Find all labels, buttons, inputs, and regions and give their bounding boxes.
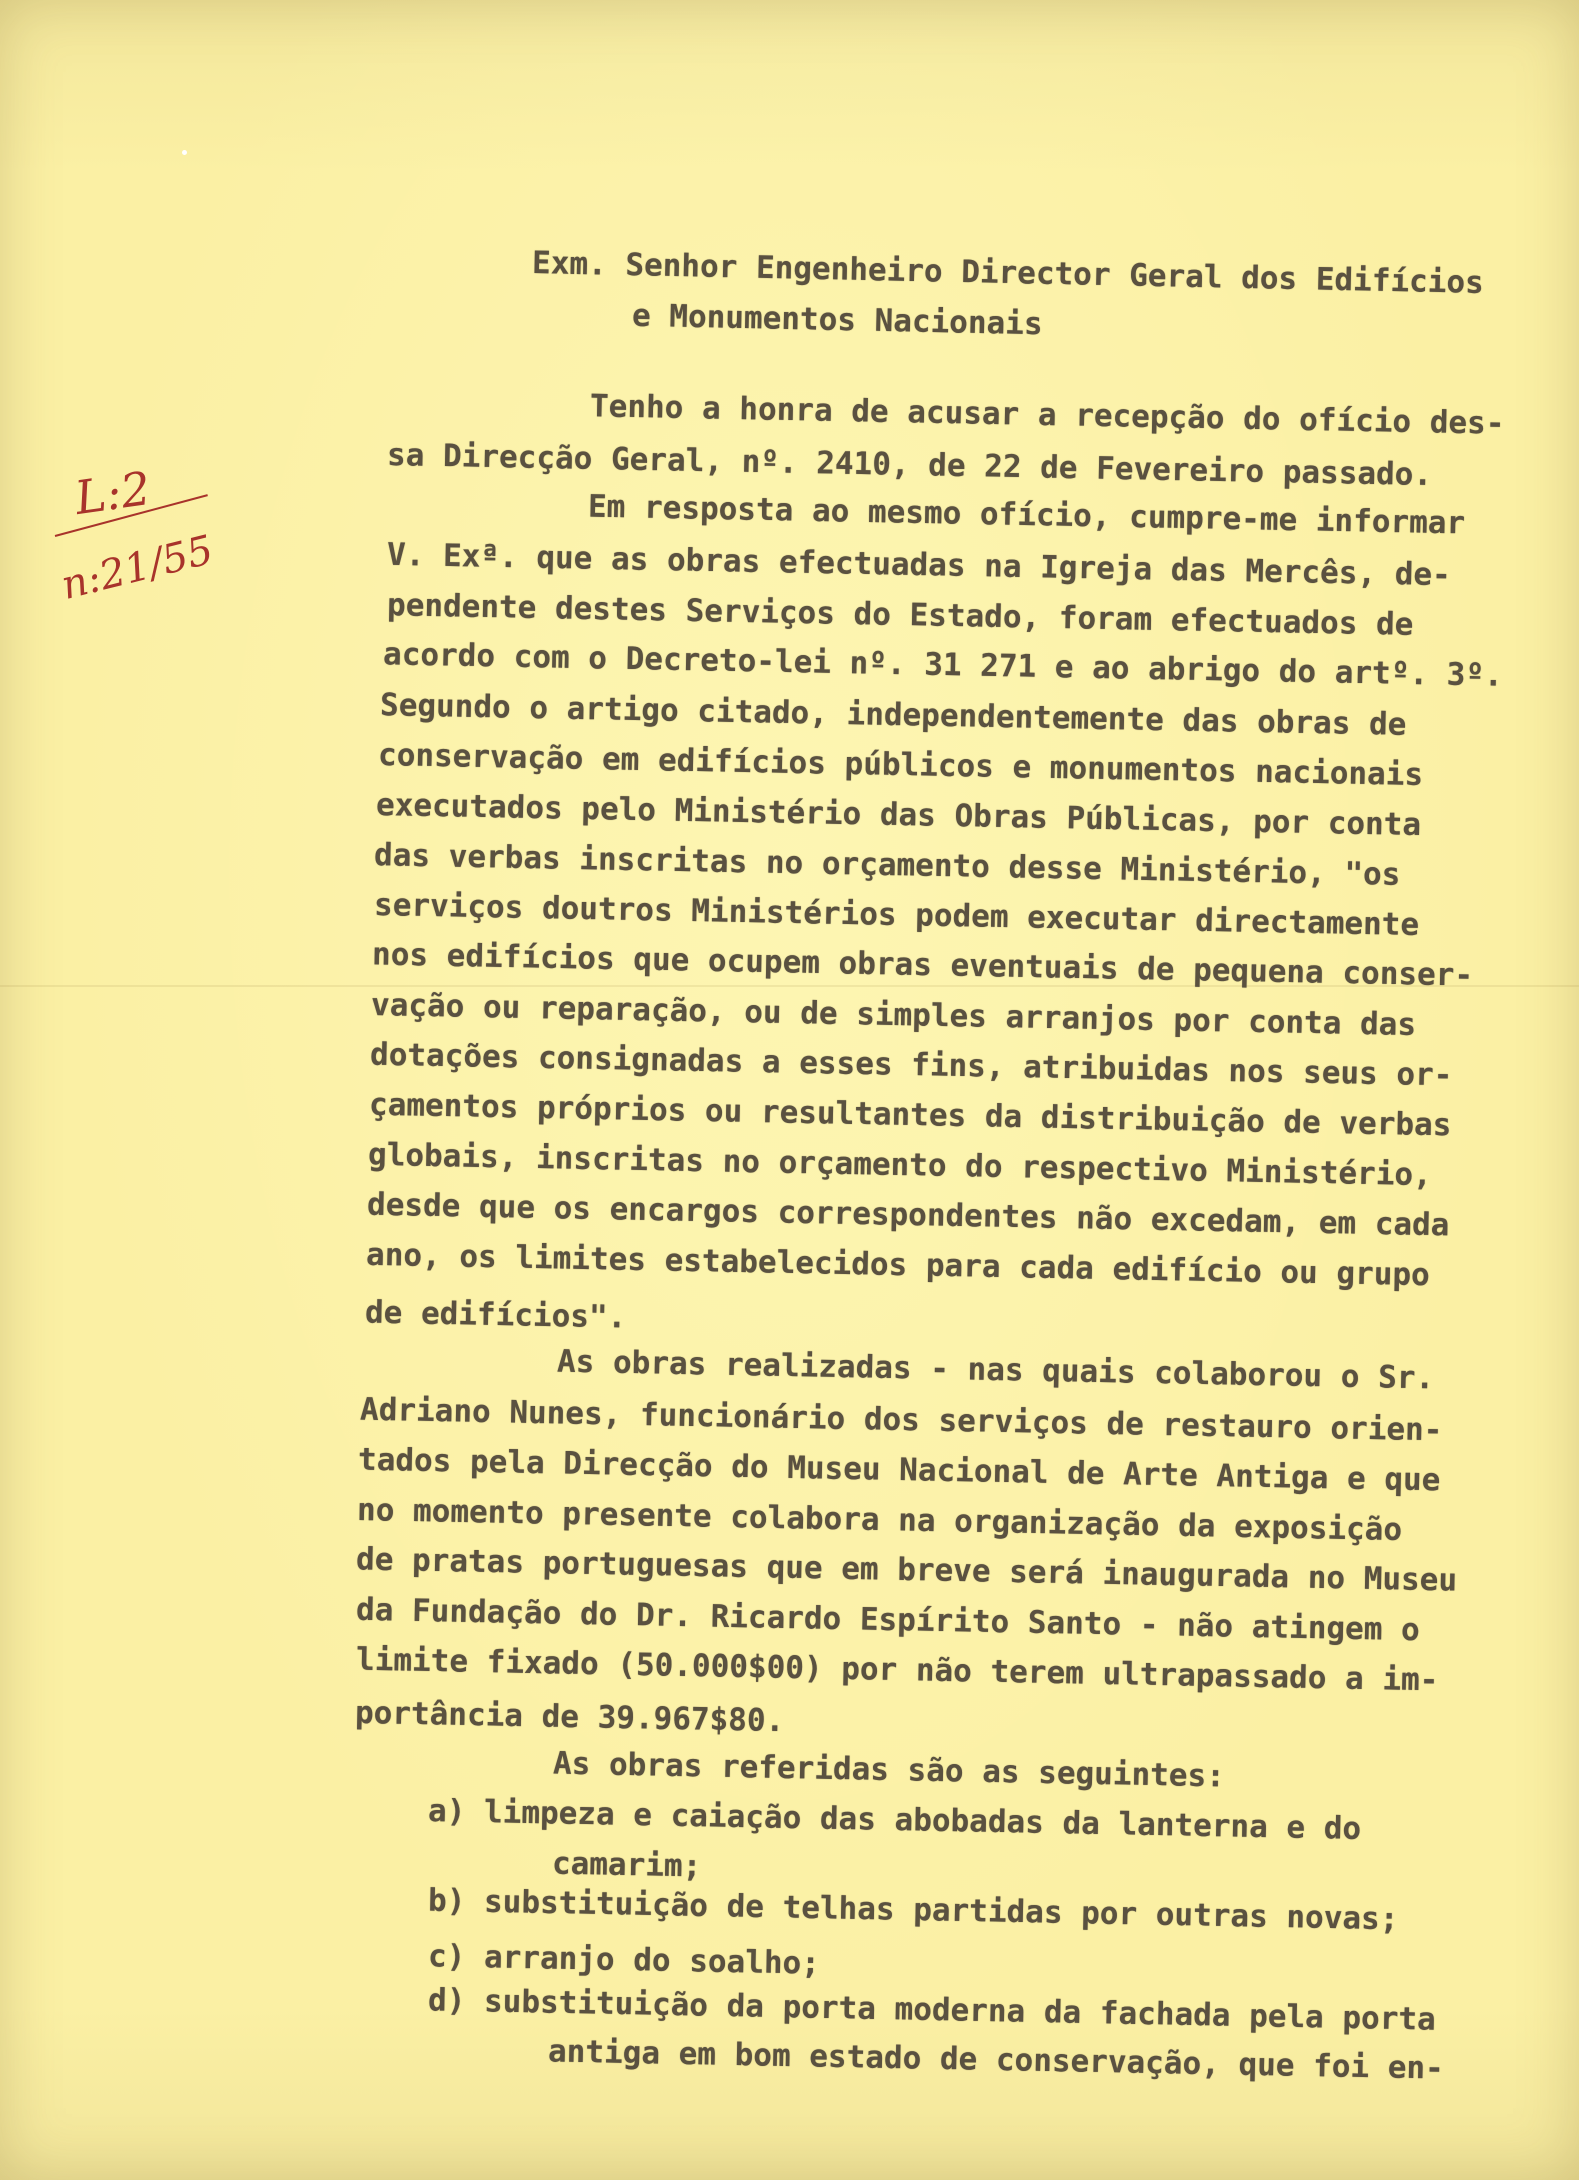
body-line: Tenho a honra de acusar a recepção do ofício des- [589,388,1505,442]
body-line: conservação em edifícios públicos e monumentos nacionais [377,736,1424,794]
margin-note-line2: n:21/55 [56,526,218,610]
body-line: de pratas portuguesas que em breve será inaugurada no Museu [355,1541,1458,1599]
body-line: das verbas inscritas no orçamento desse Ministério, "os [373,837,1401,893]
body-line: limite fixado (50.000$00) por não terem ultrapassado a im- [355,1641,1439,1699]
body-line: As obras referidas são as seguintes: [552,1745,1226,1795]
body-line: antiga em bom estado de conservação, que foi en- [547,2033,1445,2087]
body-line: no momento presente colabora na organização da exposição [356,1491,1403,1549]
body-line: V. Exª. que as obras efectuadas na Igreja das Mercês, de- [386,536,1452,594]
addressee-line-2: e Monumentos Nacionais [631,297,1043,343]
body-line: da Fundação do Dr. Ricardo Espírito Santo - não atingem o [355,1591,1421,1649]
body-line: tados pela Direcção do Museu Nacional de Arte Antiga e que [357,1441,1441,1499]
body-line: As obras realizadas - nas quais colaborou o Sr. [556,1343,1435,1397]
body-line: b) substituição de telhas partidas por outras novas; [427,1882,1399,1938]
body-line: dotações consignadas a esses fins, atribuidas nos seus or- [369,1036,1453,1094]
paper-speck [182,150,187,155]
body-line: d) substituição da porta moderna da fachada pela porta [427,1982,1437,2038]
body-line: Segundo o artigo citado, independentemente das obras de [379,687,1407,743]
addressee-line-1: Exm. Senhor Engenheiro Director Geral dos Edifícios [531,245,1485,301]
body-line: Em resposta ao mesmo ofício, cumpre-me informar [587,488,1466,542]
body-line: sa Direcção Geral, nº. 2410, de 22 de Fevereiro passado. [386,436,1433,494]
body-line: vação ou reparação, ou de simples arranjos por conta das [370,986,1417,1044]
body-line: camarim; [551,1845,702,1885]
body-line: desde que os encargos correspondentes não excedam, em cada [366,1186,1450,1244]
body-line: nos edifícios que ocupem obras eventuais de pequena conser- [371,936,1474,994]
body-line: ano, os limites estabelecidos para cada edifício ou grupo [365,1236,1431,1294]
body-line: executados pelo Ministério das Obras Públicas, por conta [375,786,1422,844]
body-line: portância de 39.967$80. [354,1694,785,1740]
body-line: Adriano Nunes, funcionário dos serviços de restauro orien- [359,1391,1443,1449]
body-line: çamentos próprios ou resultantes da distribuição de verbas [368,1086,1452,1144]
body-line: acordo com o Decreto-lei nº. 31 271 e ao abrigo do artº. 3º. [382,636,1504,694]
body-line: serviços doutros Ministérios podem executar directamente [373,886,1420,944]
body-line: globais, inscritas no orçamento do respectivo Ministério, [367,1136,1433,1194]
body-line: pendente destes Serviços do Estado, foram efectuados de [386,587,1414,643]
body-line: c) arranjo do soalho; [427,1938,821,1982]
body-line: de edifícios". [364,1294,627,1336]
margin-note-line1: L:2 [71,461,154,525]
body-line: a) limpeza e caiação das abobadas da lanterna e do [427,1793,1362,1847]
